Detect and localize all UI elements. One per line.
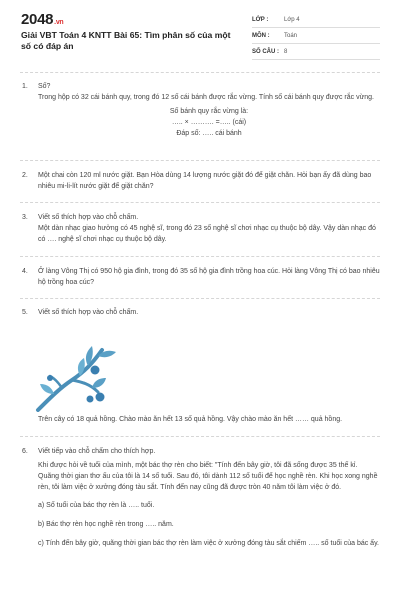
sub-question-c: c) Tính đến bây giờ, quãng thời gian bác thợ rèn làm việc ở xưởng đóng tàu sắt chiếm ….. số tuổi của bác ấy. (38, 540, 380, 547)
divider (20, 72, 380, 73)
question-title: Viết số thích hợp vào chỗ chấm. (38, 214, 139, 221)
document-title: Giải VBT Toán 4 KNTT Bài 65: Tìm phân số của một số có đáp án (21, 30, 231, 51)
sub-question-b: b) Bác thợ rèn học nghề rèn trong ….. năm. (38, 521, 174, 528)
question-text: Khi được hỏi về tuổi của mình, một bác thợ rèn cho biết: "Tính đến bây giờ, tôi đã sống được 35 thế kỉ. Quãng thời gian thơ ấu của tôi là 14 số tuổi. Sau đó, tôi dành 112 số tuổi để học nghề rèn. Khi học xong nghề rèn, tôi làm việc ở xưởng đóng tàu sắt. Tính đến nay cũng đã được tròn 40 năm tôi làm việc ở đó. (38, 462, 378, 491)
question-text: Trong hộp có 32 cái bánh quy, trong đó 12 số cái bánh được rắc vừng. Tính số cái bánh quy được rắc vừng. (38, 94, 374, 101)
question-number: 3. (22, 214, 28, 221)
question-number: 4. (22, 268, 28, 275)
question-title: Số? (38, 83, 51, 90)
divider (20, 256, 380, 257)
meta-count-value: 8 (284, 49, 288, 55)
question-number: 1. (22, 83, 28, 90)
logo-text: 2048 (21, 11, 54, 28)
divider (20, 298, 380, 299)
question-number: 2. (22, 172, 28, 179)
question-text: Trên cây có 18 quả hồng. Chào mào ăn hết 13 số quả hồng. Vậy chào mào ăn hết …… quả hồng. (38, 416, 343, 423)
question-title: Viết số thích hợp vào chỗ chấm. (38, 309, 139, 316)
sub-question-a: a) Số tuổi của bác thợ rèn là ….. tuổi. (38, 502, 155, 509)
question-text: Một chai còn 120 ml nước giặt. Bạn Hòa dùng 14 lượng nước giặt đó để giặt chăn. Hỏi bạn ấy đã dùng bao nhiêu mi-li-lít nước giặt để giặt chăn? (38, 172, 372, 190)
question-text: Ở làng Vông Thị có 950 hộ gia đình, trong đó 35 số hộ gia đình trồng hoa cúc. Hỏi làng Vông Thị có bao nhiêu hộ trồng hoa cúc? (38, 268, 380, 286)
divider (20, 160, 380, 161)
meta-count-label: SỐ CÂU : (252, 49, 279, 55)
logo-suffix: .vn (54, 19, 64, 26)
persimmon-branch-illustration (32, 342, 118, 412)
solution-line-2: ….. × ………. =….. (cái) (171, 119, 247, 126)
solution-line-1: Số bánh quy rắc vừng là: (169, 108, 249, 115)
meta-subject-label: MÔN : (252, 33, 270, 39)
question-number: 5. (22, 309, 28, 316)
question-number: 6. (22, 448, 28, 455)
meta-subject-value: Toán (284, 33, 298, 39)
meta-class-label: LỚP : (252, 17, 269, 23)
divider (20, 436, 380, 437)
question-text: Một dàn nhạc giao hưởng có 45 nghệ sĩ, trong đó 23 số nghệ sĩ chơi nhạc cụ thuộc bộ dây. Vậy dàn nhạc đó có …. nghệ sĩ chơi nhạc cụ thuộc bộ dây. (38, 225, 376, 243)
solution-line-3: Đáp số: ….. cái bánh (176, 130, 242, 137)
divider (20, 202, 380, 203)
meta-class-value: Lớp 4 (284, 17, 300, 23)
question-title: Viết tiếp vào chỗ chấm cho thích hợp. (38, 448, 156, 455)
